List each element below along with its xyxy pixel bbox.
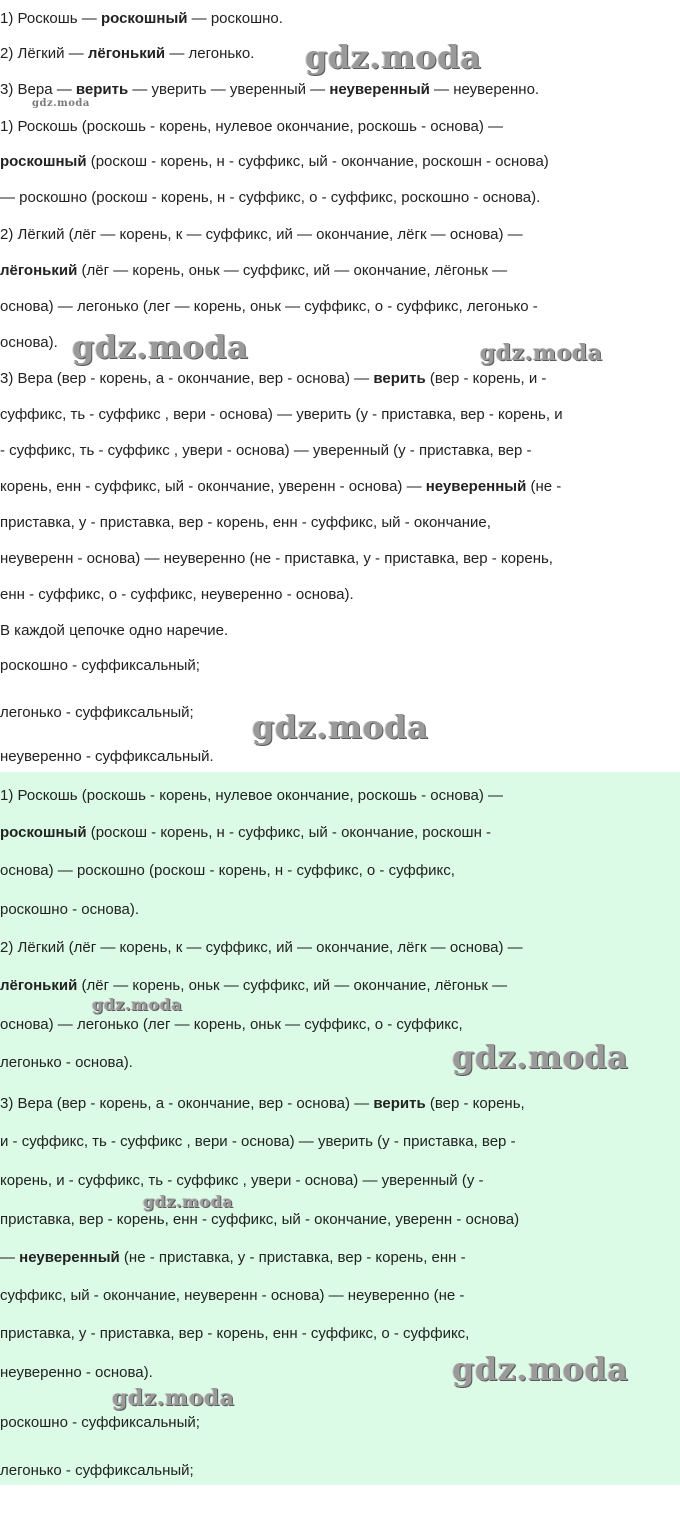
text-line: суффикс, ый - окончание, неуверенн - основа) — неуверенно (не -	[0, 1287, 465, 1304]
text-line: роскошный (роскош - корень, н - суффикс, ый - окончание, роскошн - основа)	[0, 153, 549, 170]
text-line: основа).	[0, 334, 58, 351]
text-line: лёгонький (лёг — корень, оньк — суффикс, ий — окончание, лёгоньк —	[0, 262, 508, 279]
watermark: gdz.moda	[480, 340, 603, 366]
text-line: основа) — легонько (лег — корень, оньк — суффикс, о - суффикс,	[0, 1016, 463, 1033]
text-line: 1) Роскошь (роскошь - корень, нулевое окончание, роскошь - основа) —	[0, 118, 504, 135]
text-line: основа) — роскошно (роскош - корень, н - суффикс, о - суффикс,	[0, 862, 455, 879]
watermark: gdz.moda	[112, 1385, 235, 1411]
text-line: 1) Роскошь — роскошный — роскошно.	[0, 10, 283, 27]
text-line: — роскошно (роскош - корень, н - суффикс, о - суффикс, роскошно - основа).	[0, 189, 541, 206]
text-line: В каждой цепочке одно наречие.	[0, 622, 229, 639]
text-line: неуверенно - основа).	[0, 1364, 153, 1381]
text-line: енн - суффикс, о - суффикс, неуверенно - основа).	[0, 586, 354, 603]
text-line: корень, енн - суффикс, ый - окончание, уверенн - основа) — неуверенный (не -	[0, 478, 562, 495]
text-line: 1) Роскошь (роскошь - корень, нулевое окончание, роскошь - основа) —	[0, 787, 504, 804]
watermark: gdz.moda	[452, 1350, 629, 1388]
text-line: роскошный (роскош - корень, н - суффикс, ый - окончание, роскошн -	[0, 824, 492, 841]
text-line: основа) — легонько (лег — корень, оньк — суффикс, о - суффикс, легонько -	[0, 298, 538, 315]
text-line: легонько - основа).	[0, 1054, 133, 1071]
text-line: и - суффикс, ть - суффикс , вери - основа) — уверить (у - приставка, вер -	[0, 1133, 516, 1150]
text-line: неуверенно - суффиксальный.	[0, 748, 214, 765]
text-line: - суффикс, ть - суффикс , увери - основа) — уверенный (у - приставка, вер -	[0, 442, 532, 459]
text-line: легонько - суффиксальный;	[0, 704, 194, 721]
text-line: 3) Вера (вер - корень, а - окончание, вер - основа) — верить (вер - корень,	[0, 1095, 525, 1112]
text-line: 2) Лёгкий — лёгонький — легонько.	[0, 45, 255, 62]
watermark: gdz.moda	[32, 98, 90, 109]
text-line: роскошно - основа).	[0, 901, 140, 918]
watermark: gdz.moda	[252, 708, 429, 746]
watermark: gdz.moda	[92, 995, 183, 1014]
text-line: неуверенн - основа) — неуверенно (не - приставка, у - приставка, вер - корень,	[0, 550, 553, 567]
watermark: gdz.moda	[452, 1038, 629, 1076]
text-line: приставка, у - приставка, вер - корень, енн - суффикс, о - суффикс,	[0, 1325, 470, 1342]
text-line: приставка, вер - корень, енн - суффикс, ый - окончание, уверенн - основа)	[0, 1211, 520, 1228]
watermark: gdz.moda	[305, 38, 482, 76]
watermark: gdz.moda	[72, 328, 249, 366]
text-line: 2) Лёгкий (лёг — корень, к — суффикс, ий — окончание, лёгк — основа) —	[0, 939, 523, 956]
text-line: лёгонький (лёг — корень, оньк — суффикс, ий — окончание, лёгоньк —	[0, 977, 508, 994]
text-line: роскошно - суффиксальный;	[0, 1414, 200, 1431]
text-line: корень, и - суффикс, ть - суффикс , увери - основа) — уверенный (у -	[0, 1172, 484, 1189]
text-line: легонько - суффиксальный;	[0, 1462, 194, 1479]
text-line: 2) Лёгкий (лёг — корень, к — суффикс, ий — окончание, лёгк — основа) —	[0, 226, 523, 243]
text-line: приставка, у - приставка, вер - корень, енн - суффикс, ый - окончание,	[0, 514, 491, 531]
text-line: суффикс, ть - суффикс , вери - основа) — уверить (у - приставка, вер - корень, и	[0, 406, 563, 423]
watermark: gdz.moda	[143, 1192, 234, 1211]
text-line: — неуверенный (не - приставка, у - приставка, вер - корень, енн -	[0, 1249, 466, 1266]
text-line: 3) Вера — верить — уверить — уверенный — неуверенный — неуверенно.	[0, 81, 540, 98]
text-line: роскошно - суффиксальный;	[0, 657, 200, 674]
text-line: 3) Вера (вер - корень, а - окончание, вер - основа) — верить (вер - корень, и -	[0, 370, 547, 387]
